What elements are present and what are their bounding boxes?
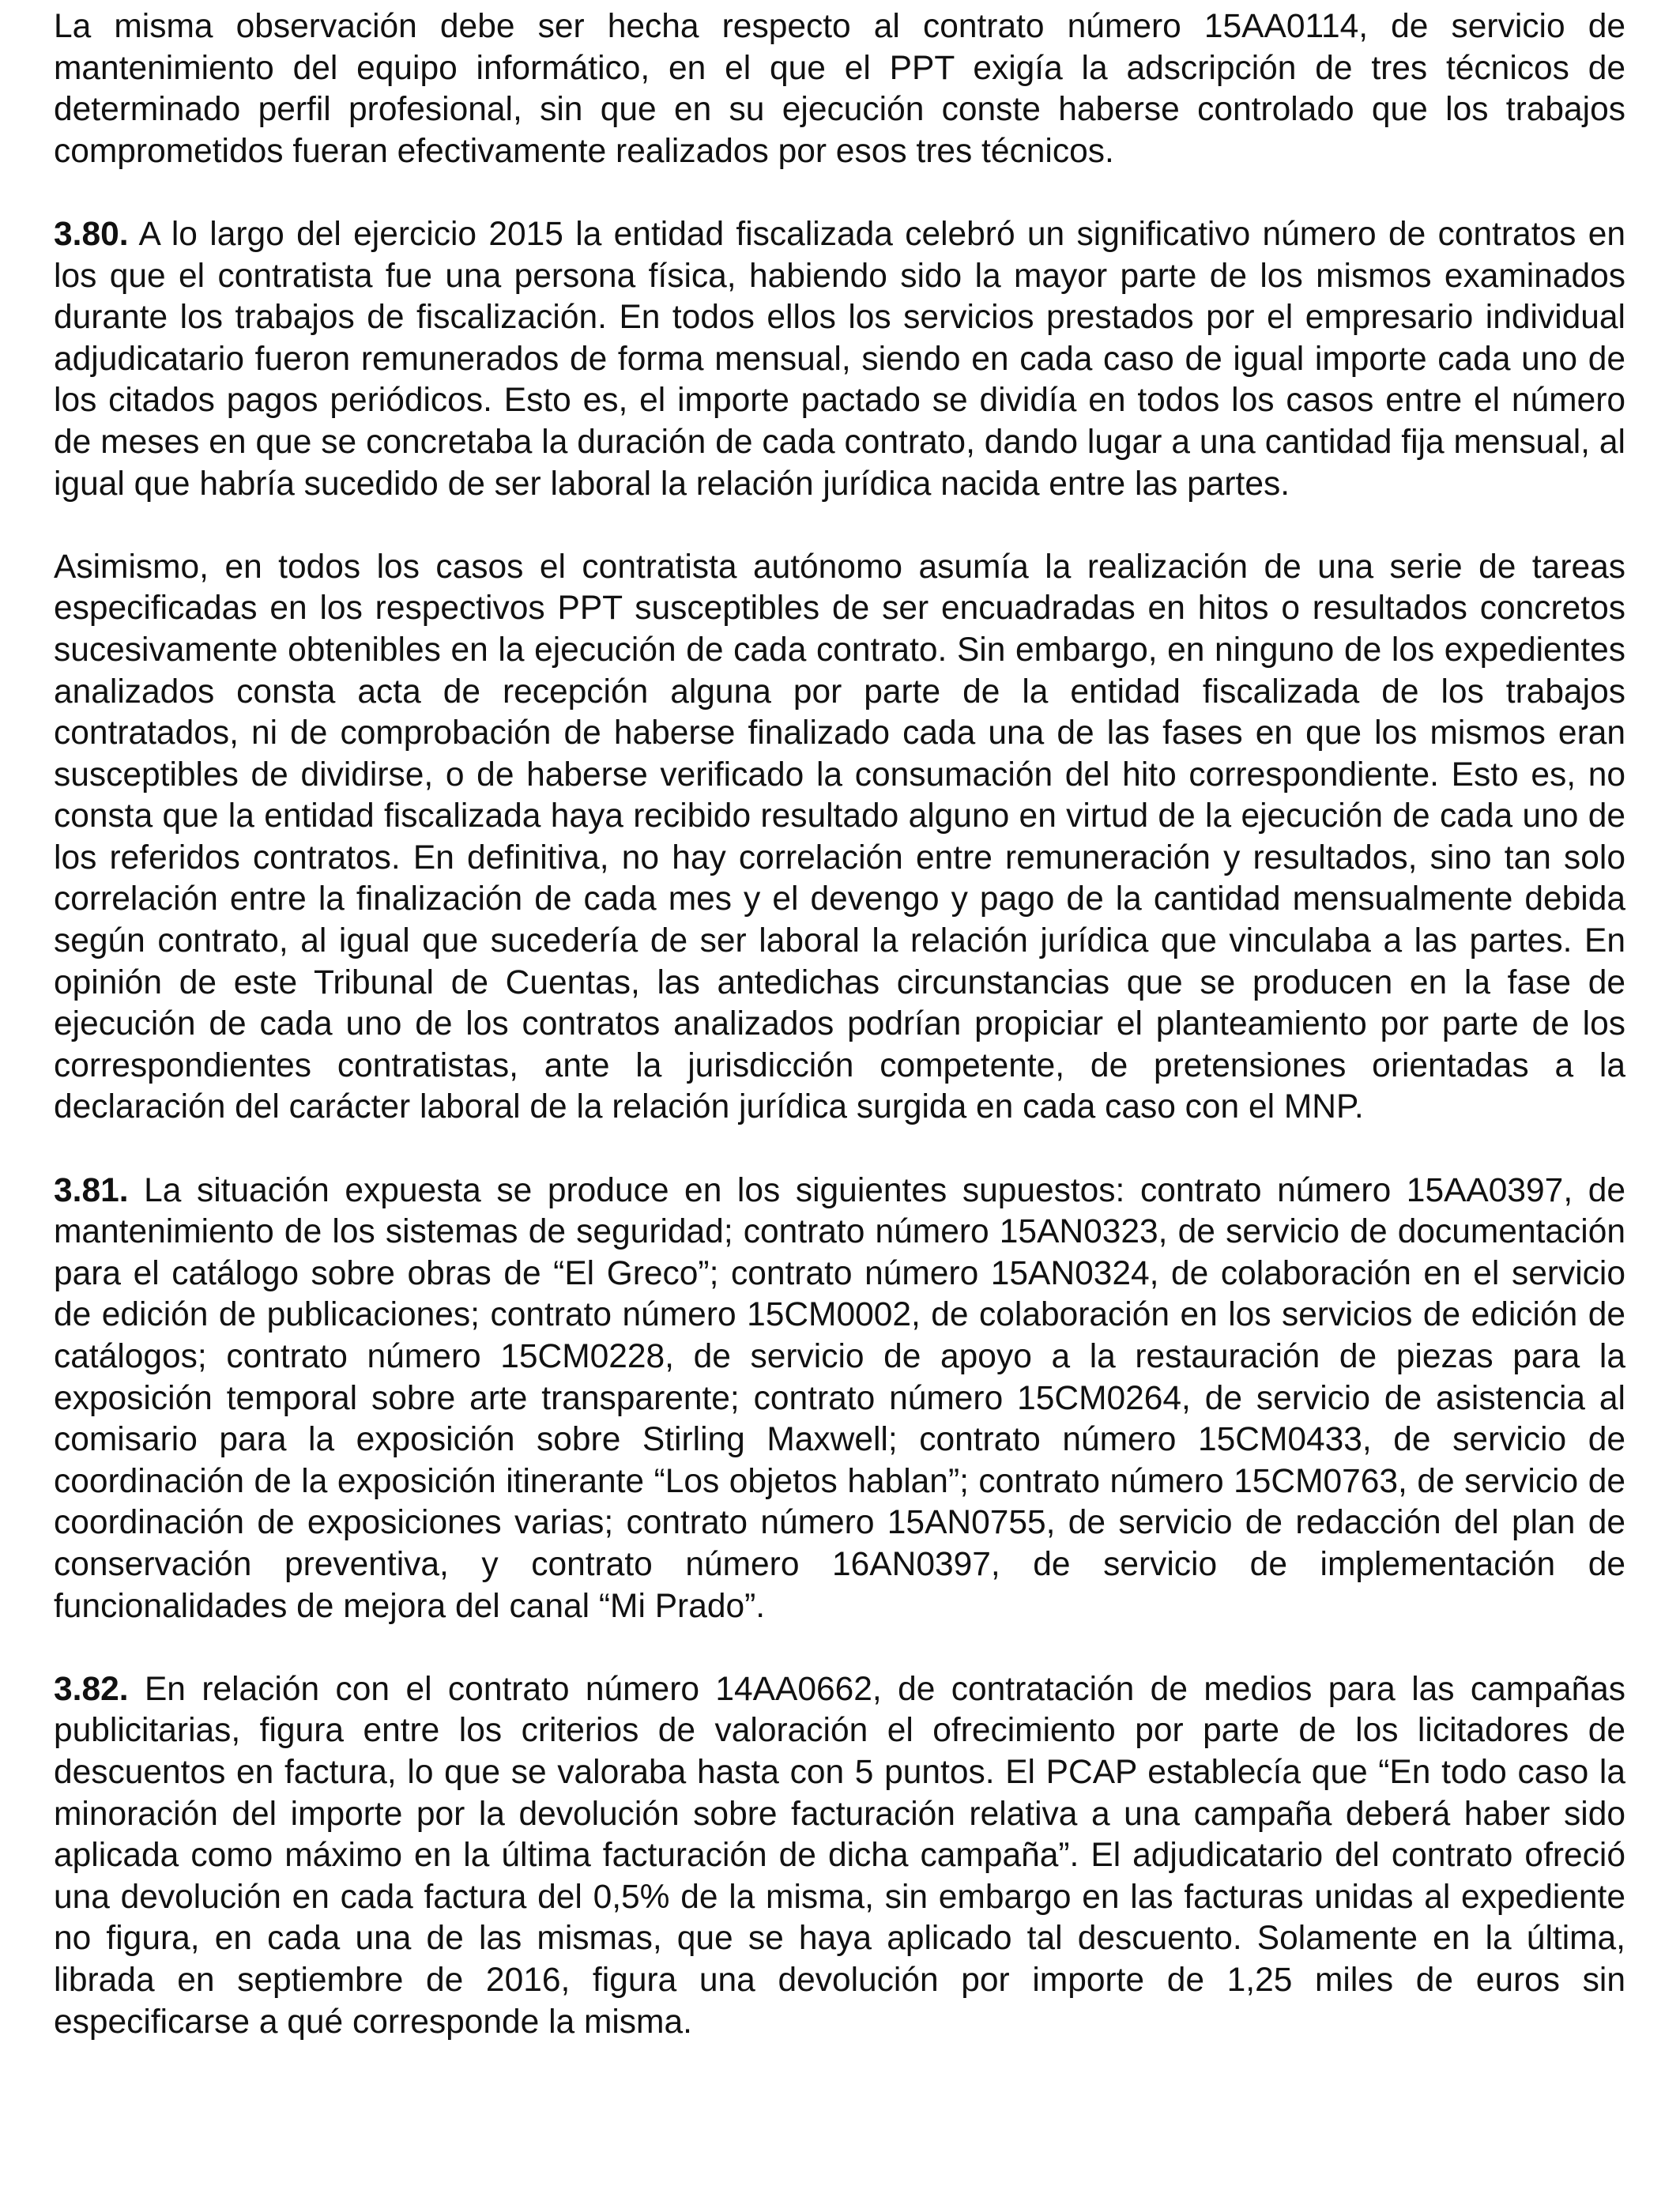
paragraph-number: 3.80. xyxy=(54,215,129,253)
paragraph-text: A lo largo del ejercicio 2015 la entidad fiscalizada celebró un significativo número de contratos en los que el contratista fue una persona física, habiendo sido la mayor parte de los mismos examinados durante los trabajos de fiscalización. En todos ellos los servicios prestados por el empresario individual adjudicatario fueron remunerados de forma mensual, siendo en cada caso de igual importe cada uno de los citados pagos periódicos. Esto es, el importe pactado se dividía en todos los casos entre el número de meses en que se concretaba la duración de cada contrato, dando lugar a una cantidad fija mensual, al igual que habría sucedido de ser laboral la relación jurídica nacida entre las partes. xyxy=(54,215,1625,503)
paragraph-3-81 xyxy=(54,1171,1625,1628)
paragraph-3-80 xyxy=(54,214,1625,505)
paragraph-text: Asimismo, en todos los casos el contratista autónomo asumía la realización de una serie de tareas especificadas en los respectivos PPT susceptibles de ser encuadradas en hitos o resultados concretos sucesivamente obtenibles en la ejecución de cada contrato. Sin embargo, en ninguno de los expedientes analizados consta acta de recepción alguna por parte de la entidad fiscalizada de los trabajos contratados, ni de comprobación de haberse finalizado cada una de las fases en que los mismos eran susceptibles de dividirse, o de haberse verificado la consumación del hito correspondiente. Esto es, no consta que la entidad fiscalizada haya recibido resultado alguno en virtud de la ejecución de cada uno de los referidos contratos. En definitiva, no hay correlación entre remuneración y resultados, sino tan solo correlación entre la finalización de cada mes y el devengo y pago de la cantidad mensualmente debida según contrato, al igual que sucedería de ser laboral la relación jurídica que vinculaba a las partes. En opinión de este Tribunal de Cuentas, las antedichas circunstancias que se producen en la fase de ejecución de cada uno de los contratos analizados podrían propiciar el planteamiento por parte de los correspondientes contratistas, ante la jurisdicción competente, de pretensiones orientadas a la declaración del carácter laboral de la relación jurídica surgida en cada caso con el MNP. xyxy=(54,548,1625,1126)
paragraph-intro xyxy=(54,6,1625,172)
paragraph-text: En relación con el contrato número 14AA0662, de contratación de medios para las campañas publicitarias, figura entre los criterios de valoración el ofrecimiento por parte de los licitadores de descuentos en factura, lo que se valoraba hasta con 5 puntos. El PCAP establecía que “En todo caso la minoración del importe por la devolución sobre facturación relativa a una campaña deberá haber sido aplicada como máximo en la última facturación de dicha campaña”. El adjudicatario del contrato ofreció una devolución en cada factura del 0,5% de la misma, sin embargo en las facturas unidas al expediente no figura, en cada una de las mismas, que se haya aplicado tal descuento. Solamente en la última, librada en septiembre de 2016, figura una devolución por importe de 1,25 miles de euros sin especificarse a qué corresponde la misma. xyxy=(54,1670,1626,2041)
paragraph-number: 3.81. xyxy=(54,1171,129,1209)
document-body xyxy=(54,6,1625,2043)
paragraph-asimismo xyxy=(54,547,1625,1129)
paragraph-text: La misma observación debe ser hecha respecto al contrato número 15AA0114, de servicio de mantenimiento del equipo informático, en el que el PPT exigía la adscripción de tres técnicos de determinado perfil profesional, sin que en su ejecución conste haberse controlado que los trabajos comprometidos fueran efectivamente realizados por esos tres técnicos. xyxy=(54,8,1625,170)
paragraph-3-82 xyxy=(54,1669,1625,2043)
paragraph-number: 3.82. xyxy=(54,1670,129,1708)
paragraph-text: La situación expuesta se produce en los siguientes supuestos: contrato número 15AA0397, de mantenimiento de los sistemas de seguridad; contrato número 15AN0323, de servicio de documentación para el catálogo sobre obras de “El Greco”; contrato número 15AN0324, de colaboración en el servicio de edición de publicaciones; contrato número 15CM0002, de colaboración en los servicios de edición de catálogos; contrato número 15CM0228, de servicio de apoyo a la restauración de piezas para la exposición temporal sobre arte transparente; contrato número 15CM0264, de servicio de asistencia al comisario para la exposición sobre Stirling Maxwell; contrato número 15CM0433, de servicio de coordinación de la exposición itinerante “Los objetos hablan”; contrato número 15CM0763, de servicio de coordinación de exposiciones varias; contrato número 15AN0755, de servicio de redacción del plan de conservación preventiva, y contrato número 16AN0397, de servicio de implementación de funcionalidades de mejora del canal “Mi Prado”. xyxy=(54,1171,1625,1625)
